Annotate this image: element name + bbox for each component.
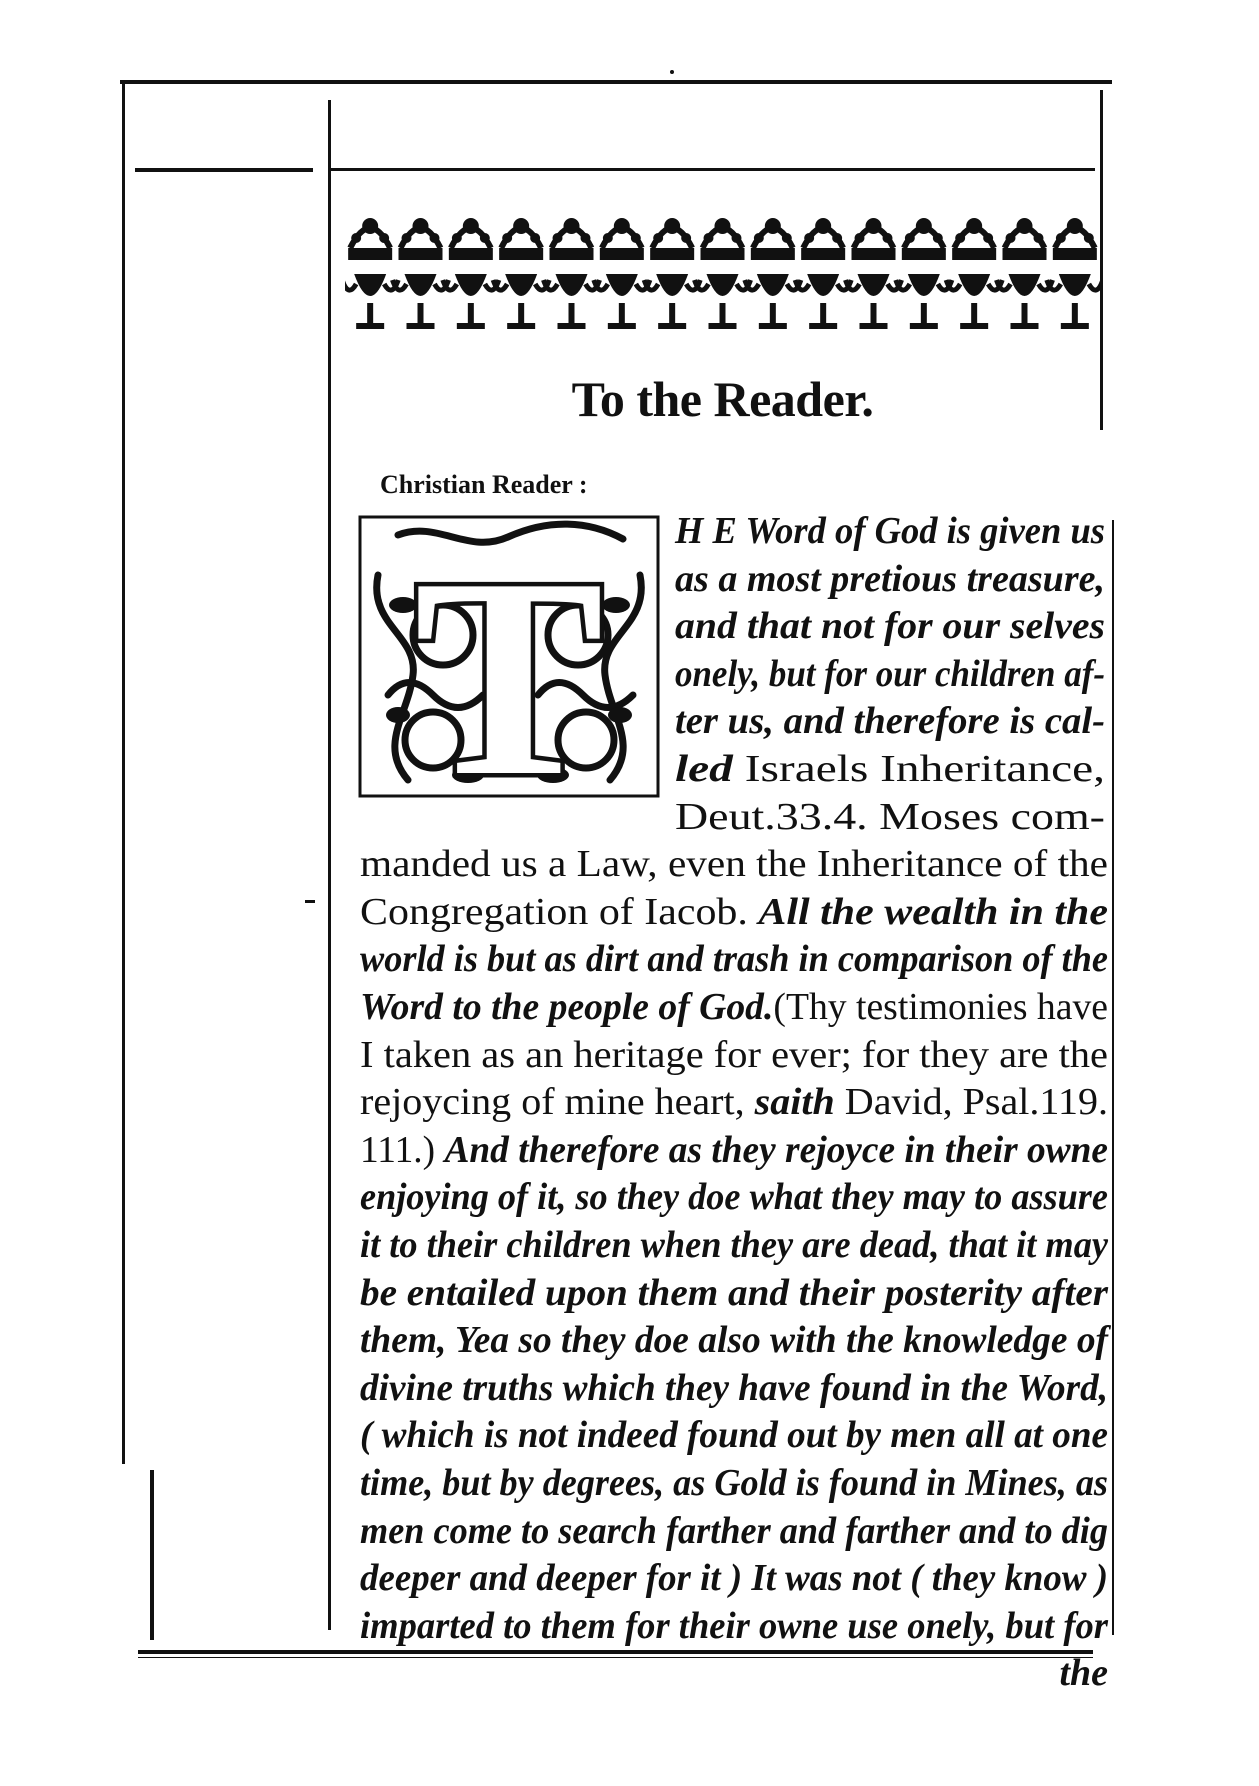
text-segment: deeper and deeper for it ) It was not ( they know ) — [360, 1557, 1108, 1600]
text-line — [360, 1411, 1108, 1459]
text-line — [360, 1507, 1108, 1555]
text-segment: imparted to them for their owne use onely, but for — [360, 1604, 1108, 1647]
text-segment: enjoying of it, so they doe what they may to assure — [360, 1176, 1108, 1219]
text-line — [360, 935, 1108, 983]
ornamental-headpiece — [345, 208, 1100, 338]
stray-mark-margin — [305, 900, 315, 903]
text-line — [360, 888, 1108, 936]
text-segment: (Thy testimonies have — [773, 986, 1108, 1028]
text-segment: manded us a Law, even the Inheritance of the — [360, 843, 1108, 886]
top-rule — [120, 80, 1112, 84]
text-segment: H E Word of God is given us — [675, 510, 1105, 552]
text-line — [360, 1269, 1108, 1317]
text-segment: divine truths which they have found in the Word, — [360, 1366, 1108, 1409]
text-line — [360, 1173, 1108, 1221]
text-line — [675, 745, 1105, 793]
text-segment: And therefore as they rejoyce in their owne — [444, 1128, 1108, 1171]
text-line — [360, 1031, 1108, 1079]
text-segment: ( which is not indeed found out by men all at one — [360, 1414, 1108, 1457]
text-segment: Israels Inheritance, — [744, 748, 1105, 790]
text-line — [675, 793, 1105, 841]
stray-mark — [670, 70, 674, 74]
text-segment: I taken as an heritage for ever; for they are the — [360, 1033, 1108, 1076]
text-line — [360, 1459, 1108, 1507]
text-segment: as a most pretious treasure, — [675, 557, 1105, 600]
text-line — [360, 1554, 1108, 1602]
text-line — [360, 1126, 1108, 1174]
page-title: To the Reader. — [571, 371, 874, 427]
text-line — [675, 507, 1105, 555]
text-segment: it to their children when they are dead, that it may — [360, 1224, 1108, 1266]
text-segment: 111.) — [360, 1128, 445, 1171]
text-line — [360, 1649, 1108, 1697]
text-segment: time, but by degrees, as Gold is found in Mines, as — [360, 1462, 1108, 1504]
text-segment: men come to search farther and farther and to dig — [360, 1509, 1108, 1552]
text-segment: led — [675, 748, 745, 790]
gutter-line — [328, 100, 331, 1630]
text-line — [360, 1221, 1108, 1269]
text-segment: and that not for our selves — [675, 605, 1105, 648]
text-line — [360, 983, 1108, 1031]
left-frame-line — [122, 84, 125, 1464]
text-segment: rejoycing of mine heart, — [360, 1081, 755, 1124]
text-line — [675, 555, 1105, 603]
text-segment: world is but as dirt and trash in comparison of the — [360, 938, 1108, 981]
drop-cap-letter: T — [413, 519, 605, 798]
text-line — [360, 1364, 1108, 1412]
text-segment: All the wealth in the — [758, 890, 1108, 933]
header-rule — [330, 168, 1095, 171]
text-segment: Word to the people of God. — [360, 986, 774, 1028]
text-line — [675, 602, 1105, 650]
text-segment: the — [1059, 1652, 1108, 1695]
text-segment: saith — [754, 1081, 835, 1124]
left-frame-line-lower — [150, 1470, 154, 1640]
right-frame-line — [1100, 90, 1103, 430]
margin-short-rule — [135, 168, 313, 172]
text-line — [360, 1078, 1108, 1126]
salutation: Christian Reader : — [380, 470, 588, 499]
text-segment: onely, but for our children af- — [675, 652, 1105, 695]
text-segment: be entailed upon them and their posterity after — [360, 1271, 1108, 1314]
text-line — [360, 1602, 1108, 1650]
right-frame-line-lower — [1112, 520, 1114, 1635]
text-line — [675, 650, 1105, 698]
text-segment: ter us, and therefore is cal- — [675, 700, 1105, 743]
text-segment: them, Yea so they doe also with the knowledge of — [360, 1319, 1108, 1362]
text-segment: Deut.33.4. Moses com- — [675, 795, 1105, 838]
text-segment: Congregation of Iacob. — [360, 890, 759, 933]
text-line — [360, 840, 1108, 888]
text-line — [360, 1316, 1108, 1364]
decorated-initial — [358, 515, 660, 798]
text-segment: David, Psal.119. — [834, 1081, 1108, 1124]
text-line — [675, 697, 1105, 745]
